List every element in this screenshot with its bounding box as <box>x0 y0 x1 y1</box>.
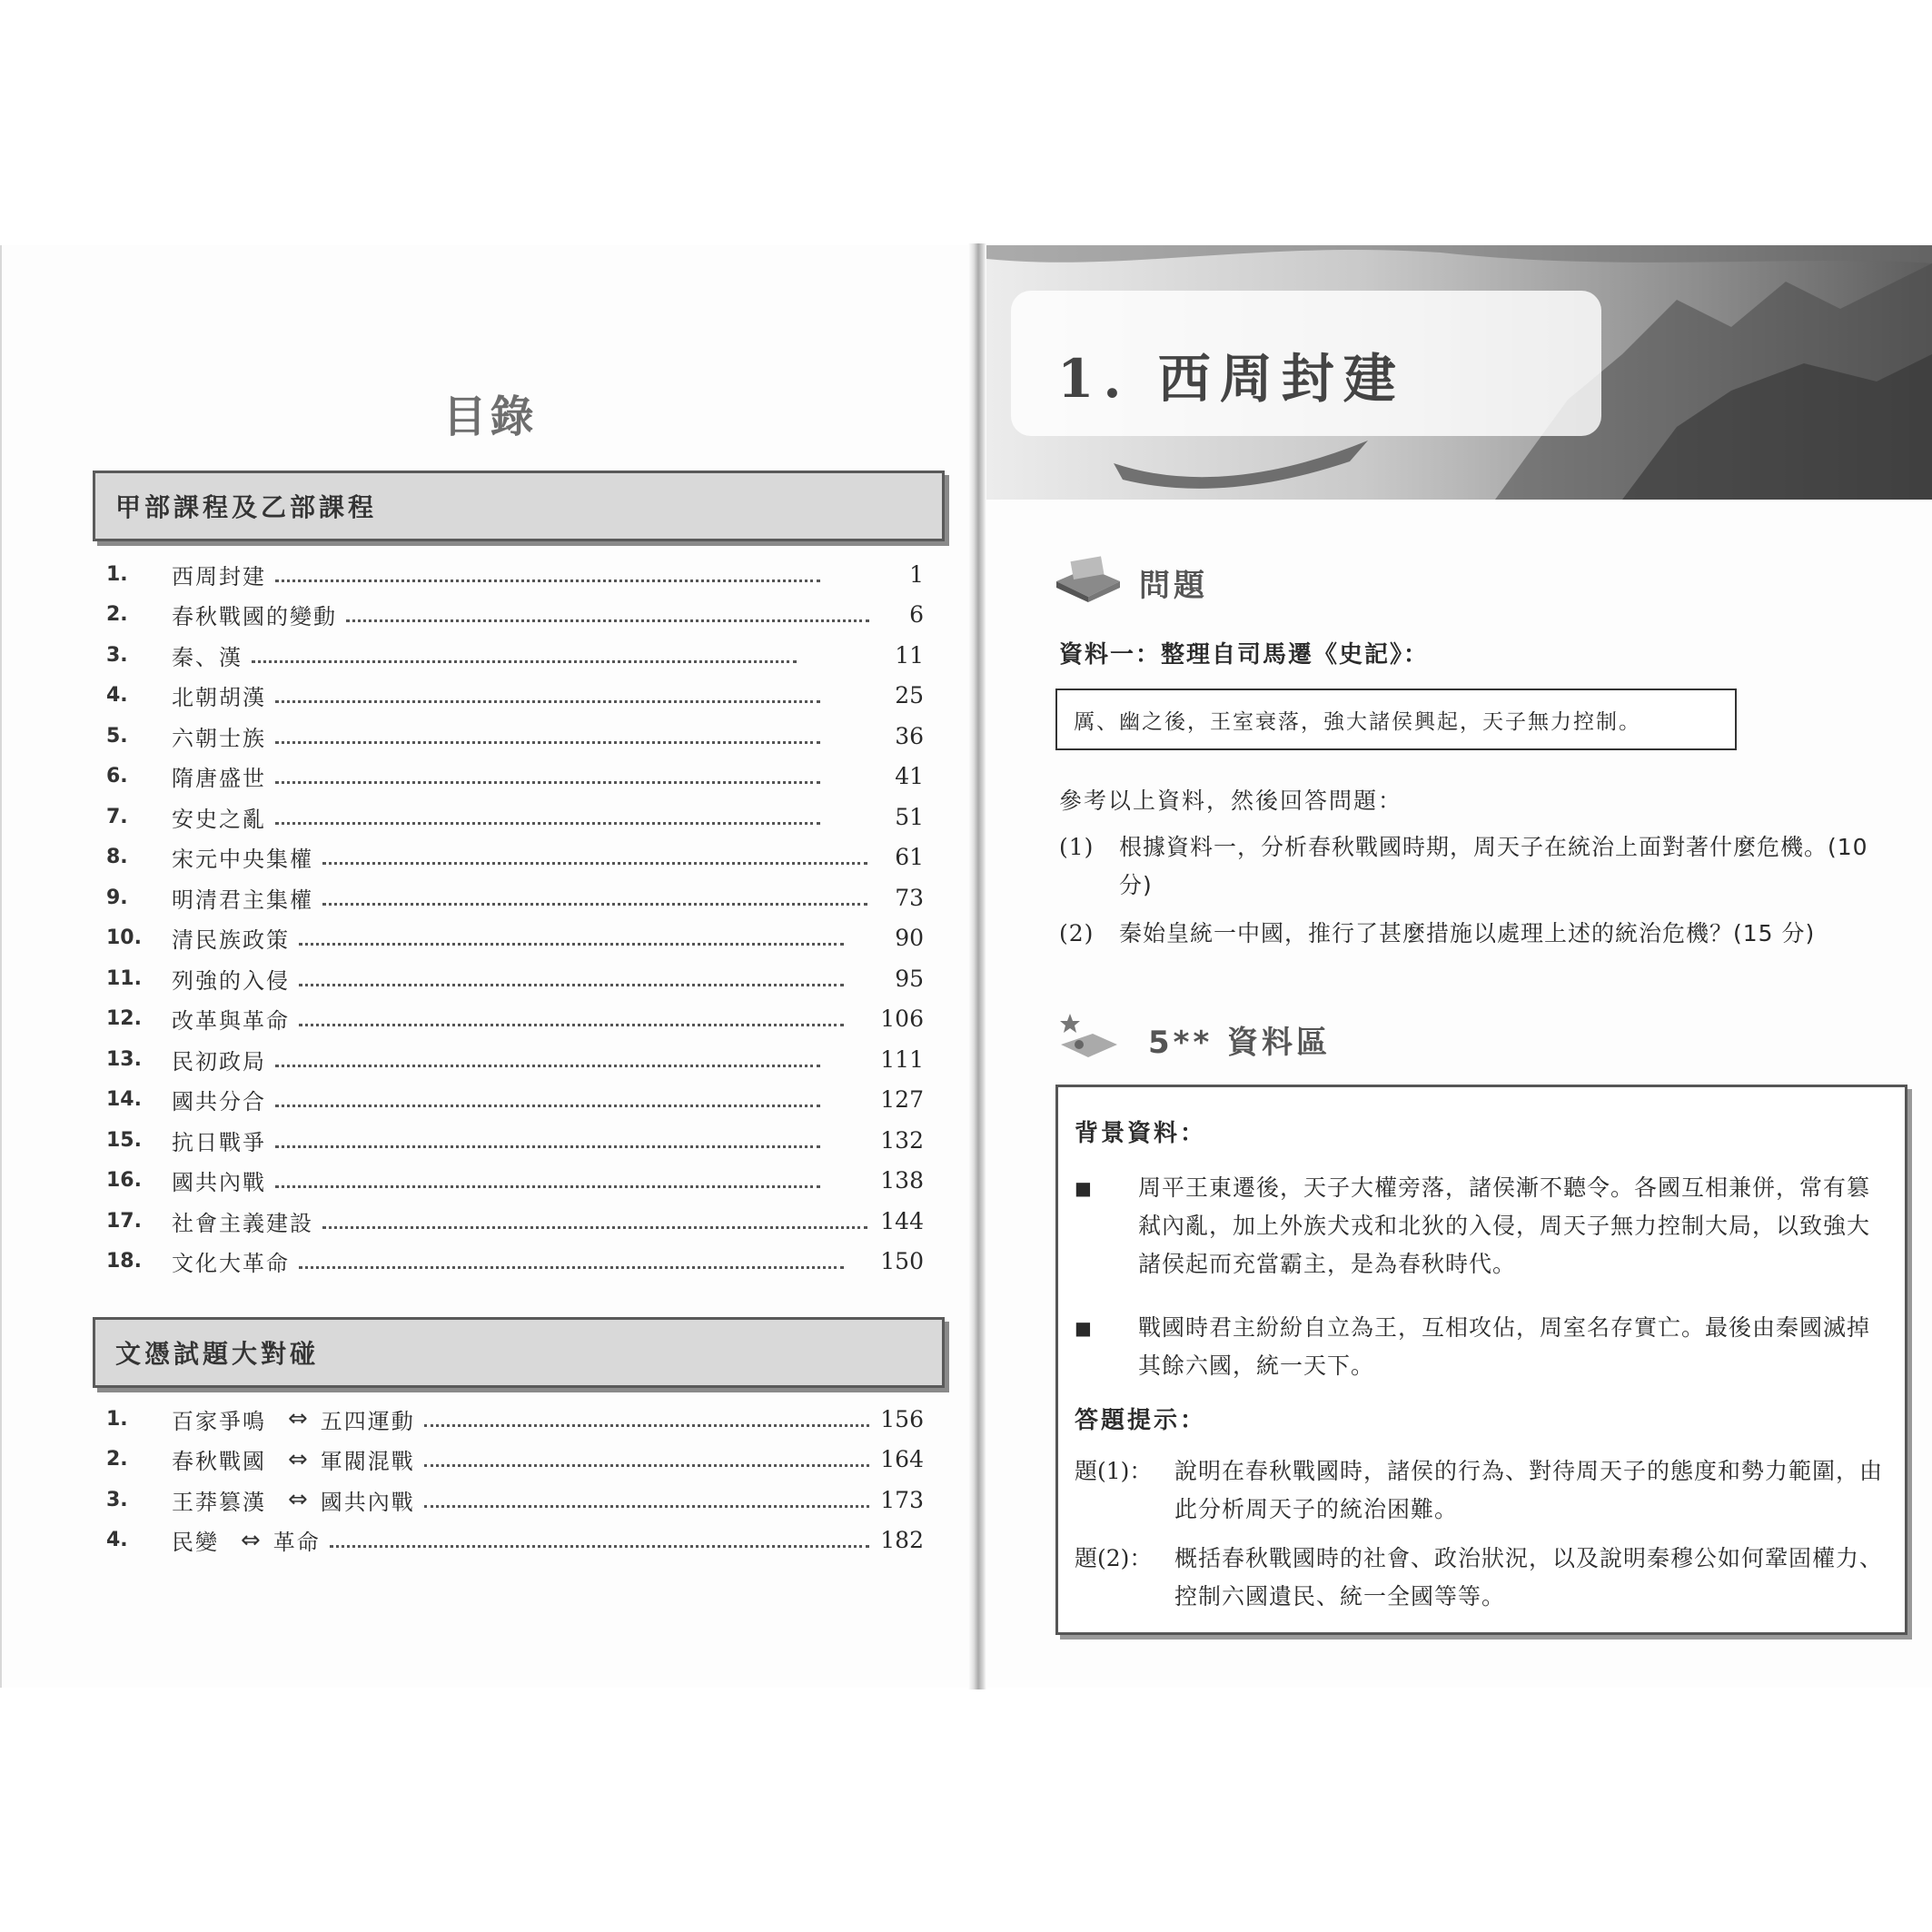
toc-entry[interactable] <box>106 595 924 636</box>
toc-entry-page: 25 <box>895 682 924 709</box>
toc-entry[interactable] <box>106 1080 924 1121</box>
double-arrow-icon: ⇔ <box>288 1405 308 1433</box>
toc-entry-number: 3. <box>106 643 128 667</box>
hint-label: 答題提示： <box>1075 1407 1207 1434</box>
question-text: 根據資料一，分析春秋戰國時期，周天子在統治上面對著什麼危機。(10 分) <box>1119 834 1868 898</box>
toc-entry-page: 41 <box>895 763 924 790</box>
toc-entry-page: 1 <box>909 560 924 588</box>
toc-entry-number: 10. <box>106 926 142 950</box>
toc-entry[interactable] <box>106 999 924 1040</box>
toc-entry-number: 11. <box>106 966 142 990</box>
toc-leader-dots <box>330 1532 869 1548</box>
toc-entry-label: 秦、漢 <box>172 644 243 670</box>
toc-leader-dots <box>275 1173 820 1188</box>
toc-entry[interactable] <box>106 1521 924 1561</box>
toc-entry-page: 95 <box>895 965 924 992</box>
question-number: (1) <box>1059 834 1095 860</box>
toc-entry-page: 106 <box>880 1006 924 1033</box>
toc-entry-label: 國共分合 <box>172 1089 266 1115</box>
toc-entry-page: 150 <box>880 1248 924 1275</box>
toc-entry-number: 1. <box>106 562 128 586</box>
toc-entry-number: 1. <box>106 1407 128 1431</box>
toc-list-curriculum <box>106 554 924 1282</box>
toc-leader-dots <box>275 567 820 582</box>
toc-entry-number: 12. <box>106 1007 142 1031</box>
right-page <box>986 245 1932 1688</box>
toc-entry-page: 11 <box>895 641 924 669</box>
toc-leader-dots <box>424 1492 869 1508</box>
hint-text: 說明在春秋戰國時，諸侯的行為、對待周天子的態度和勢力範圍，由此分析周天子的統治困難。 <box>1174 1458 1884 1522</box>
toc-entry[interactable] <box>106 958 924 999</box>
background-item <box>1075 1309 1892 1385</box>
toc-leader-dots <box>275 1092 820 1107</box>
toc-entry[interactable] <box>106 1440 924 1481</box>
hint-text: 概括春秋戰國時的社會、政治狀況，以及說明秦穆公如何鞏固權力、控制六國遺民、統一全國等等。 <box>1174 1545 1884 1610</box>
toc-leader-dots <box>275 809 820 825</box>
toc-leader-dots <box>275 768 820 784</box>
toc-entry-label: 抗日戰爭 <box>172 1129 266 1155</box>
source-label: 資料一：整理自司馬遷《史記》： <box>1059 641 1430 669</box>
toc-entry-label: 社會主義建設 <box>172 1210 313 1236</box>
toc-entry-number: 3. <box>106 1488 128 1511</box>
toc-leader-dots <box>275 688 820 703</box>
book-gutter <box>968 243 986 1689</box>
hint-number: 題(1)： <box>1075 1458 1153 1484</box>
toc-entry-number: 14. <box>106 1088 142 1112</box>
toc-entry[interactable] <box>106 1399 924 1440</box>
double-arrow-icon: ⇔ <box>241 1526 261 1554</box>
toc-entry-page: 132 <box>880 1126 924 1154</box>
toc-entry-page: 173 <box>880 1486 924 1513</box>
toc-entry-number: 4. <box>106 1529 128 1552</box>
question-intro: 參考以上資料，然後回答問題： <box>1059 788 1403 814</box>
toc-entry-page: 90 <box>895 925 924 952</box>
toc-entry[interactable] <box>106 1480 924 1521</box>
toc-leader-dots <box>299 1011 844 1026</box>
toc-leader-dots <box>299 971 844 986</box>
bullet-icon: ■ <box>1075 1317 1092 1339</box>
toc-entry[interactable] <box>106 1120 924 1161</box>
toc-entry[interactable] <box>106 635 924 676</box>
toc-entry[interactable] <box>106 554 924 595</box>
book-icon <box>1052 550 1125 604</box>
toc-entry[interactable] <box>106 1161 924 1202</box>
questions-heading: 問題 <box>1139 568 1208 604</box>
toc-entry-label: 西周封建 <box>172 563 266 590</box>
hint-number: 題(2)： <box>1075 1545 1153 1571</box>
toc-entry-label: 北朝胡漢 <box>172 685 266 711</box>
toc-entry-number: 9. <box>106 886 128 909</box>
toc-leader-dots <box>275 728 820 744</box>
toc-leader-dots <box>424 1451 869 1467</box>
toc-entry-number: 2. <box>106 1448 128 1471</box>
toc-entry-right-topic: 軍閥混戰 <box>320 1449 415 1475</box>
toc-entry-label: 改革與革命 <box>172 1008 290 1035</box>
chapter-title: 1. 西周封建 <box>1057 348 1405 410</box>
toc-entry[interactable] <box>106 676 924 717</box>
toc-entry-page: 156 <box>880 1405 924 1432</box>
toc-leader-dots <box>275 1052 820 1067</box>
toc-entry-page: 73 <box>895 884 924 911</box>
toc-entry-right-topic: 五四運動 <box>320 1408 415 1434</box>
toc-list-exam <box>106 1399 924 1560</box>
toc-entry-page: 6 <box>909 601 924 629</box>
toc-entry[interactable] <box>106 918 924 959</box>
toc-entry-number: 6. <box>106 765 128 788</box>
source-box <box>1055 689 1737 750</box>
toc-leader-dots <box>299 930 844 946</box>
toc-entry-page: 182 <box>880 1527 924 1554</box>
toc-leader-dots <box>322 890 867 906</box>
toc-entry-number: 16. <box>106 1169 142 1193</box>
section-title: 文憑試題大對碰 <box>115 1339 320 1369</box>
toc-leader-dots <box>252 648 797 663</box>
data-zone-heading: 5** 資料區 <box>1148 1025 1332 1061</box>
toc-entry-number: 7. <box>106 805 128 828</box>
toc-entry-left-topic: 百家爭鳴 <box>172 1408 266 1434</box>
toc-leader-dots <box>424 1412 869 1427</box>
background-text: 戰國時君主紛紛自立為王，互相攻佔，周室名存實亡。最後由秦國滅掉其餘六國，統一天下。 <box>1138 1314 1871 1379</box>
double-arrow-icon: ⇔ <box>288 1445 308 1473</box>
toc-entry[interactable] <box>106 757 924 798</box>
toc-entry-label: 隋唐盛世 <box>172 766 266 792</box>
toc-entry[interactable] <box>106 1039 924 1080</box>
toc-entry-label: 民初政局 <box>172 1048 266 1075</box>
toc-entry-number: 4. <box>106 684 128 708</box>
toc-leader-dots <box>299 1253 844 1269</box>
toc-entry-label: 明清君主集權 <box>172 887 313 913</box>
section-title: 甲部課程及乙部課程 <box>115 492 378 522</box>
toc-entry[interactable] <box>106 797 924 837</box>
toc-entry-page: 138 <box>880 1167 924 1194</box>
toc-entry-label: 安史之亂 <box>172 806 266 832</box>
toc-title: 目錄 <box>442 391 538 442</box>
source-text: 厲、幽之後，王室衰落，強大諸侯興起，天子無力控制。 <box>1074 710 1641 734</box>
toc-leader-dots <box>322 1214 867 1229</box>
question-text: 秦始皇統一中國，推行了甚麼措施以處理上述的統治危機？(15 分) <box>1119 920 1816 946</box>
toc-leader-dots <box>275 1133 820 1148</box>
section-header-exam <box>93 1317 945 1388</box>
data-zone-box <box>1055 1085 1907 1635</box>
toc-entry-number: 18. <box>106 1250 142 1273</box>
toc-entry-number: 2. <box>106 603 128 627</box>
hint-item <box>1075 1452 1892 1529</box>
toc-entry-label: 六朝士族 <box>172 725 266 751</box>
toc-entry-number: 5. <box>106 724 128 748</box>
toc-entry-right-topic: 革命 <box>272 1530 321 1556</box>
toc-entry[interactable] <box>106 877 924 918</box>
toc-entry-page: 61 <box>895 844 924 871</box>
toc-entry-number: 8. <box>106 846 128 869</box>
toc-entry-label: 宋元中央集權 <box>172 847 313 873</box>
toc-entry[interactable] <box>106 837 924 878</box>
toc-leader-dots <box>346 607 869 622</box>
background-item <box>1075 1169 1892 1283</box>
toc-entry-page: 51 <box>895 803 924 830</box>
toc-entry-right-topic: 國共內戰 <box>320 1489 415 1515</box>
chapter-banner <box>986 245 1932 500</box>
toc-entry-page: 127 <box>880 1086 924 1114</box>
toc-entry-left-topic: 民變 <box>172 1530 219 1556</box>
question-2 <box>1059 915 1904 953</box>
toc-entry-left-topic: 春秋戰國 <box>172 1449 266 1475</box>
toc-entry[interactable] <box>106 1201 924 1242</box>
toc-entry-page: 111 <box>880 1045 924 1073</box>
toc-entry-page: 144 <box>880 1207 924 1234</box>
section-header-curriculum <box>93 471 945 541</box>
toc-entry[interactable] <box>106 716 924 757</box>
hint-item <box>1075 1540 1892 1616</box>
left-page <box>0 245 978 1688</box>
toc-entry-number: 15. <box>106 1128 142 1152</box>
toc-leader-dots <box>322 849 867 865</box>
toc-entry[interactable] <box>106 1242 924 1283</box>
bullet-icon: ■ <box>1075 1177 1092 1199</box>
question-1 <box>1059 828 1904 905</box>
background-label: 背景資料： <box>1075 1120 1207 1147</box>
double-arrow-icon: ⇔ <box>288 1486 308 1514</box>
question-number: (2) <box>1059 920 1095 946</box>
toc-entry-page: 164 <box>880 1446 924 1473</box>
toc-entry-number: 13. <box>106 1047 142 1071</box>
toc-entry-label: 清民族政策 <box>172 927 290 954</box>
toc-entry-number: 17. <box>106 1209 142 1233</box>
toc-entry-label: 文化大革命 <box>172 1251 290 1277</box>
toc-entry-label: 國共內戰 <box>172 1170 266 1196</box>
background-text: 周平王東遷後，天子大權旁落，諸侯漸不聽令。各國互相兼併，常有篡弒內亂，加上外族犬戎和北狄的入侵，周天子無力控制大局，以致強大諸侯起而充當霸主，是為春秋時代。 <box>1138 1174 1871 1277</box>
toc-entry-left-topic: 王莽篡漢 <box>172 1489 266 1515</box>
toc-entry-label: 春秋戰國的變動 <box>172 604 337 630</box>
toc-entry-page: 36 <box>895 722 924 749</box>
star-notebook-icon <box>1052 1006 1125 1061</box>
toc-entry-label: 列強的入侵 <box>172 967 290 994</box>
